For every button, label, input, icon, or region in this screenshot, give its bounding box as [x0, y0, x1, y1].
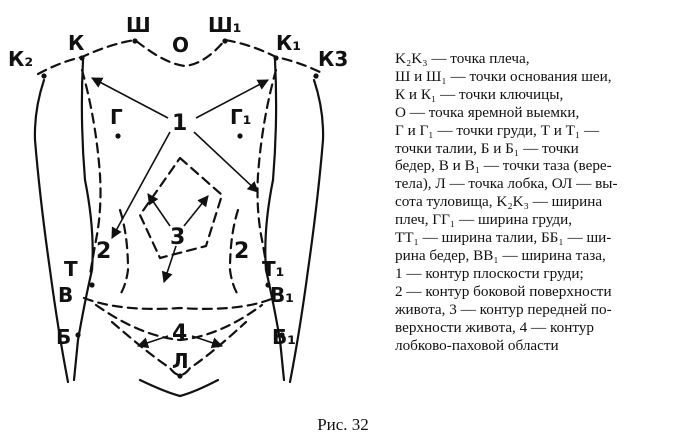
contour-number-3: 3 — [170, 225, 186, 250]
point-k — [79, 55, 84, 60]
contour-number-4: 4 — [172, 321, 188, 346]
label-v1: В₁ — [270, 283, 295, 307]
label-t1: Т₁ — [262, 257, 285, 281]
legend-line: плеч, ГГ₁ — ширина груди, — [395, 211, 573, 229]
waist-line — [84, 298, 274, 309]
legend-line: ТТ₁ — ширина талии, ББ₁ — ши- — [395, 229, 612, 247]
label-k3: К3 — [318, 47, 349, 71]
point-sh — [132, 38, 137, 43]
legend-line: 2 — контур боковой поверхности — [395, 282, 612, 300]
point-g — [115, 133, 120, 138]
contour-number-2-right: 2 — [234, 239, 250, 264]
legend — [395, 50, 680, 354]
label-k2: К₂ — [8, 47, 34, 71]
arrow-3-up-right — [184, 196, 208, 226]
point-k1 — [273, 55, 278, 60]
legend-line: лобково-паховой области — [395, 336, 559, 354]
legend-line: K₂K₃ — точка плеча, — [395, 50, 530, 67]
arrow-3-up-left — [148, 194, 170, 226]
legend-line: О — точка яремной выемки, — [395, 103, 580, 121]
label-l: Л — [172, 349, 189, 373]
label-t: Т — [64, 257, 78, 281]
arrow-1-upper-left — [92, 78, 168, 118]
label-g1: Г₁ — [230, 105, 252, 129]
label-b1: Б₁ — [272, 325, 297, 349]
point-g1 — [237, 133, 242, 138]
point-b — [75, 332, 80, 337]
point-k2 — [41, 73, 46, 78]
arrow-4-left — [138, 336, 168, 346]
arrow-1-lower-right — [194, 132, 258, 192]
legend-line: живота, 3 — контур передней по- — [395, 300, 612, 318]
label-o: О — [172, 33, 190, 57]
legend-line: тела), Л — точка лобка, ОЛ — вы- — [395, 175, 618, 193]
label-k: К — [68, 31, 85, 55]
legend-line: сота туловища, K₂K₃ — ширина — [395, 193, 603, 211]
legend-line: точки талии, Б и Б₁ — точки — [395, 139, 579, 157]
crotch-outline — [140, 380, 218, 396]
label-k1: К₁ — [276, 31, 302, 55]
legend-line: верхности живота, 4 — контур — [395, 318, 594, 336]
legend-line: Ш и Ш₁ — точки основания шеи, — [395, 67, 612, 85]
arrow-4-right — [192, 336, 222, 346]
legend-line: рина бедер, ВВ₁ — ширина таза, — [395, 246, 606, 264]
legend-line: К и К₁ — точки ключицы, — [395, 85, 564, 103]
contour-number-1: 1 — [172, 111, 188, 136]
left-body-outline — [74, 60, 93, 380]
label-sh1: Ш₁ — [208, 13, 242, 37]
label-g: Г — [110, 105, 123, 129]
contour-number-2-left: 2 — [96, 239, 112, 264]
legend-line: бедер, В и В₁ — точки таза (вере- — [395, 157, 612, 175]
arrow-3-down — [164, 246, 176, 282]
point-t — [89, 282, 94, 287]
point-l — [177, 373, 182, 378]
legend-line: 1 — контур плоскости груди; — [395, 264, 584, 282]
figure-caption: Рис. 32 — [317, 415, 369, 434]
label-sh: Ш — [126, 13, 151, 37]
point-sh1 — [222, 38, 227, 43]
legend-line: Г и Г₁ — точки груди, Т и Т₁ — — [395, 121, 600, 139]
label-v: В — [58, 283, 74, 307]
label-b: Б — [56, 325, 72, 349]
point-k3 — [313, 73, 318, 78]
